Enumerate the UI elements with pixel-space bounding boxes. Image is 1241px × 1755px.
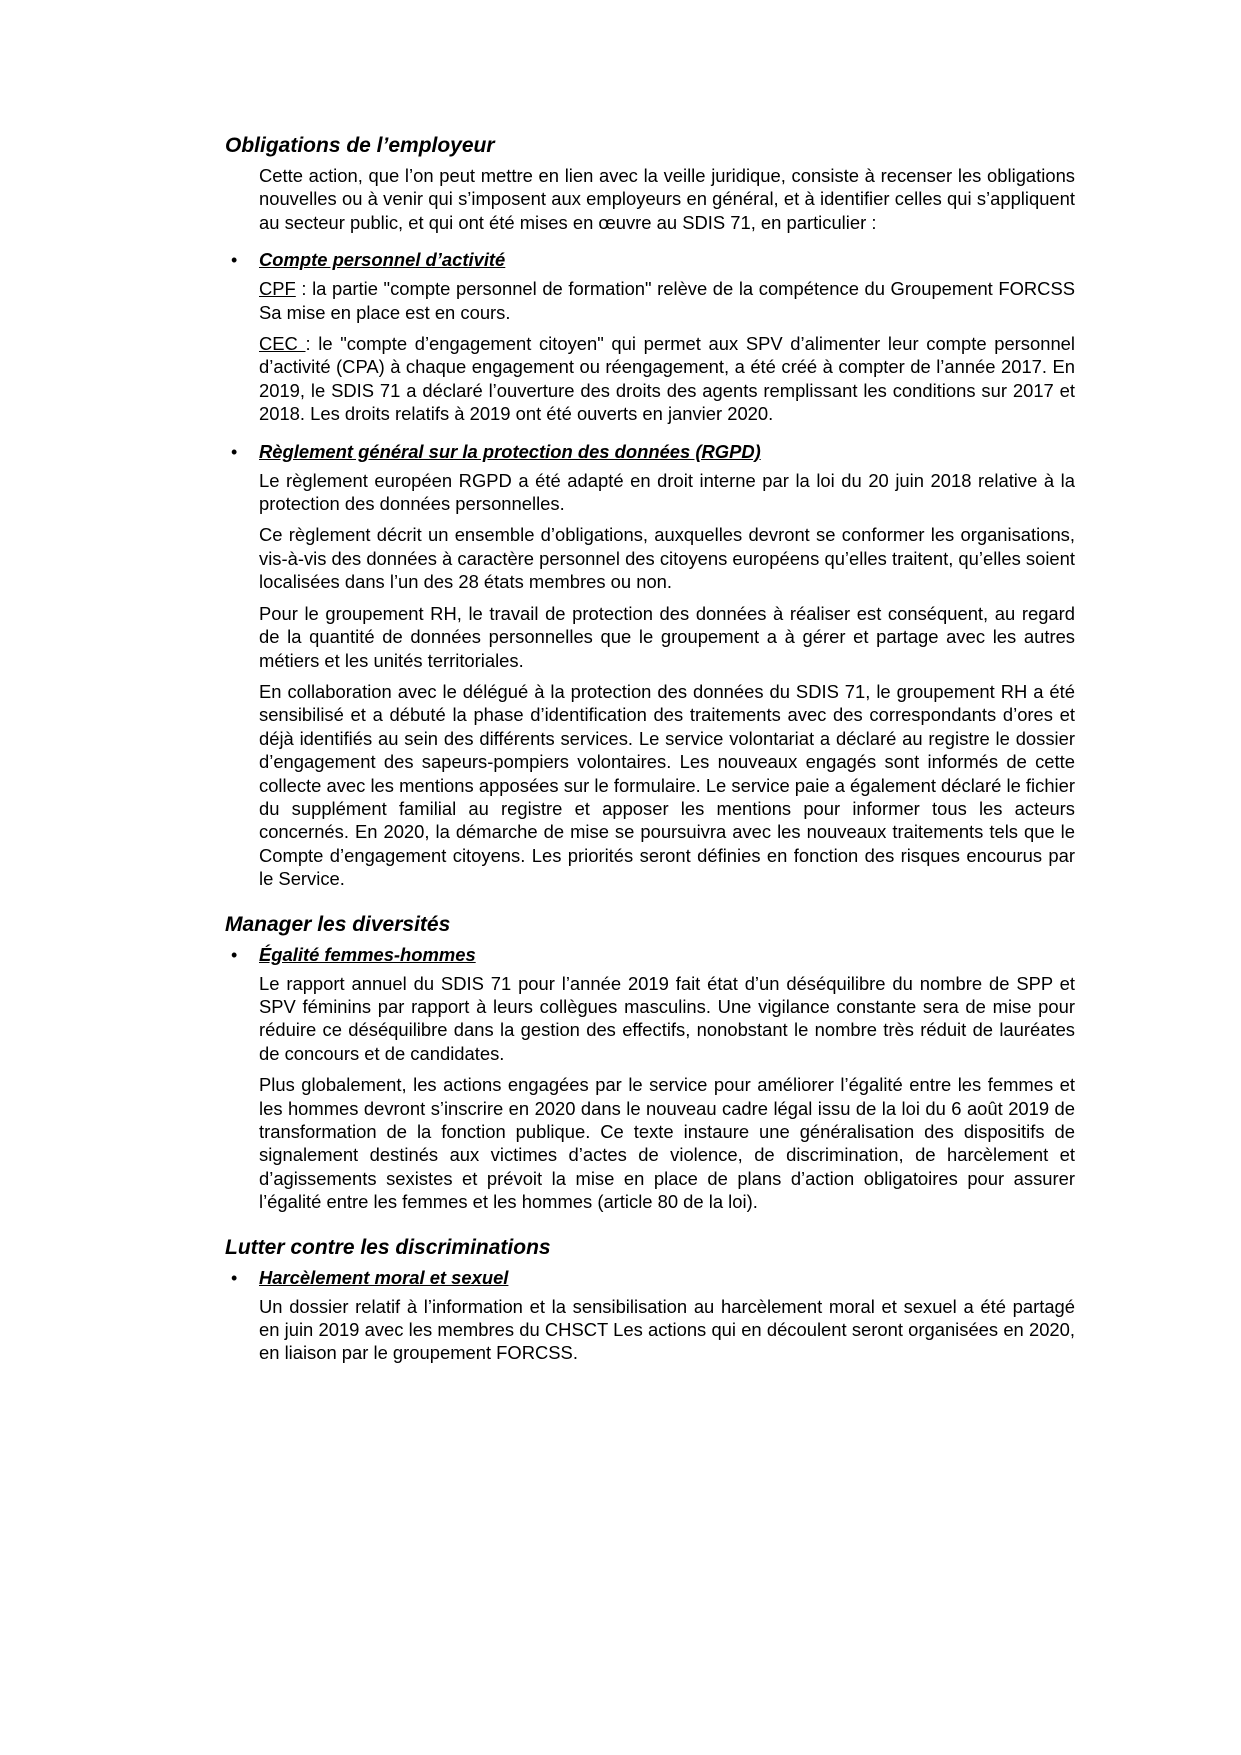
section-intro-paragraph: Cette action, que l’on peut mettre en lien avec la veille juridique, consiste à recenser les obligations nouvelles ou à venir qui s’imposent aux employeurs en général, et à identifier celles qui s’appliquent au secteur public, et qui ont été mises en œuvre au SDIS 71, en particulier : <box>259 165 1075 233</box>
bullet-heading: Harcèlement moral et sexuel <box>259 1266 509 1288</box>
section-title-diversites: Manager les diversités <box>225 912 451 936</box>
cpf-paragraph <box>259 277 1075 324</box>
bullet-dot-icon: • <box>231 441 238 462</box>
cec-abbreviation: CEC <box>259 333 306 355</box>
section-intro-block <box>259 164 1075 234</box>
bullet-item-compte-personnel <box>225 248 1075 272</box>
body-paragraph: Un dossier relatif à l’information et la sensibilisation au harcèlement moral et sexuel a été partagé en juin 2019 avec les membres du CHSCT Les actions qui en découlent seront organisées en 2020, en liaison par le groupement FORCSS. <box>259 1295 1075 1364</box>
bullet-heading: Règlement général sur la protection des données (RGPD) <box>259 440 761 462</box>
cec-text: : le "compte d’engagement citoyen" qui permet aux SPV d’alimenter leur compte personnel d’activité (CPA) à chaque engagement ou réengagement, a été créé à compter de l’année 2017. En 2019, le SDIS 71 a déclaré l’ouverture des droits des agents remplissant les conditions sur 2017 et 2018. Les droits relatifs à 2019 ont été ouverts en janvier 2020. <box>259 333 1075 425</box>
bullet-heading: Compte personnel d’activité <box>259 249 506 271</box>
bullet-body-rgpd <box>259 469 1075 891</box>
bullet-body-compte-personnel <box>259 277 1075 425</box>
body-paragraph: Ce règlement décrit un ensemble d’obligations, auxquelles devront se conformer les organisations, vis-à-vis des données à caractère personnel des citoyens européens qu’elles traitent, qu’elles soient localisées dans l’un des 28 états membres ou non. <box>259 524 1075 593</box>
cpf-abbreviation: CPF <box>259 278 296 300</box>
bullet-dot-icon: • <box>231 944 238 965</box>
bullet-body-harcelement <box>259 1295 1075 1365</box>
section-title-discriminations: Lutter contre les discriminations <box>225 1235 551 1259</box>
bullet-heading: Égalité femmes-hommes <box>259 943 476 965</box>
body-paragraph: Pour le groupement RH, le travail de protection des données à réaliser est conséquent, au regard de la quantité de données personnelles que le groupement a à gérer et partage avec les autres métiers et les unités territoriales. <box>259 602 1075 671</box>
cec-paragraph <box>259 332 1075 426</box>
bullet-dot-icon: • <box>231 250 238 271</box>
bullet-dot-icon: • <box>231 1267 238 1288</box>
cpf-text: : la partie "compte personnel de formation" relève de la compétence du Groupement FORCSS Sa mise en place est en cours. <box>259 278 1075 323</box>
body-paragraph: Le règlement européen RGPD a été adapté en droit interne par la loi du 20 juin 2018 relative à la protection des données personnelles. <box>259 469 1075 515</box>
body-paragraph: En collaboration avec le délégué à la protection des données du SDIS 71, le groupement RH a été sensibilisé et a débuté la phase d’identification des traitements avec des correspondants d’ores et déjà identifiés au sein des différents services. Le service volontariat a déclaré au registre le dossier d’engagement des sapeurs-pompiers volontaires. Les nouveaux engagés sont informés de cette collecte avec les mentions apposées sur le formulaire. Le service paie a également déclaré le fichier du supplément familial au registre et apposer les mentions pour informer tous les acteurs concernés. En 2020, la démarche de mise se poursuivra avec les nouveaux traitements tels que le Compte d’engagement citoyens. Les priorités seront définies en fonction des risques encourus par le Service. <box>259 680 1075 890</box>
body-paragraph: Le rapport annuel du SDIS 71 pour l’année 2019 fait état d’un déséquilibre du nombre de SPP et SPV féminins par rapport à leurs collègues masculins. Une vigilance constante sera de mise pour réduire ce déséquilibre dans la gestion des effectifs, nonobstant le nombre très réduit de lauréates de concours et de candidates. <box>259 972 1075 1064</box>
body-paragraph: Plus globalement, les actions engagées par le service pour améliorer l’égalité entre les femmes et les hommes devront s’inscrire en 2020 dans le nouveau cadre légal issu de la loi du 6 août 2019 de transformation de la fonction publique. Ce texte instaure une généralisation des dispositifs de signalement destinés aux victimes d’actes de violence, de discrimination, de harcèlement et d’agissements sexistes et prévoit la mise en place de plans d’action obligatoires pour assurer l’égalité entre les femmes et les hommes (article 80 de la loi). <box>259 1074 1075 1213</box>
bullet-item-harcelement <box>225 1266 1075 1290</box>
section-title-obligations: Obligations de l’employeur <box>225 134 495 157</box>
bullet-item-egalite <box>225 943 1075 967</box>
bullet-item-rgpd <box>225 440 1075 464</box>
document-page <box>225 134 1075 1373</box>
bullet-body-egalite <box>259 972 1075 1214</box>
